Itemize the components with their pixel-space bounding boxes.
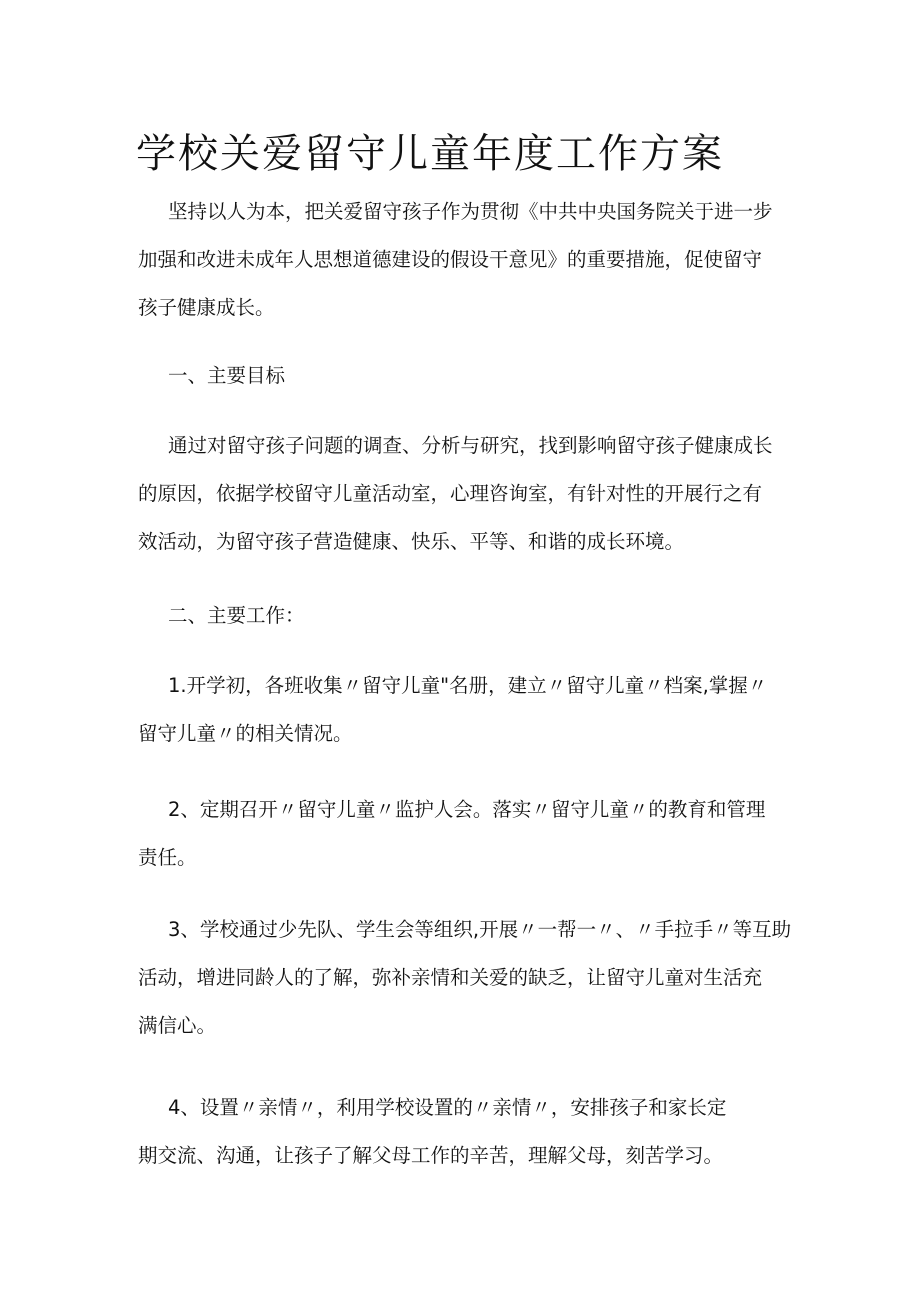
text-line: 效活动，为留守孩子营造健康、快乐、平等、和谐的成长环境。 bbox=[138, 530, 685, 553]
goals-paragraph bbox=[138, 422, 788, 566]
text-line: 4、设置〃亲情〃，利用学校设置的〃亲情〃，安排孩子和家长定 bbox=[168, 1096, 727, 1119]
text-line: 坚持以人为本，把关爱留守孩子作为贯彻《中共中央国务院关于进一步 bbox=[168, 200, 773, 223]
work-item-4 bbox=[138, 1084, 788, 1180]
text-line: 3、学校通过少先队、学生会等组织,开展〃一帮一〃、〃手拉手〃等互助 bbox=[168, 918, 792, 941]
heading-text: 二、主要工作： bbox=[168, 604, 305, 627]
text-line: 的原因，依据学校留守儿童活动室，心理咨询室，有针对性的开展行之有 bbox=[138, 482, 763, 505]
text-line: 通过对留守孩子问题的调查、分析与研究，找到影响留守孩子健康成长 bbox=[168, 434, 773, 457]
text-line: 活动，增进同龄人的了解，弥补亲情和关爱的缺乏，让留守儿童对生活充 bbox=[138, 966, 763, 989]
section-heading-goals bbox=[138, 352, 788, 400]
work-item-1 bbox=[138, 662, 788, 758]
heading-text: 一、主要目标 bbox=[168, 364, 286, 387]
text-line: 留守儿童〃的相关情况。 bbox=[138, 722, 353, 745]
text-line: 孩子健康成长。 bbox=[138, 296, 275, 319]
section-heading-work bbox=[138, 592, 788, 640]
work-item-3 bbox=[138, 906, 792, 1050]
text-line: 满信心。 bbox=[138, 1014, 217, 1037]
text-line: 期交流、沟通，让孩子了解父母工作的辛苦，理解父母，刻苦学习。 bbox=[138, 1144, 724, 1167]
text-line: 加强和改进未成年人思想道德建设的假设干意见》的重要措施，促使留守 bbox=[138, 248, 763, 271]
work-item-2 bbox=[138, 786, 788, 882]
text-line: 1.开学初，各班收集〃留守儿童"名册，建立〃留守儿童〃档案,掌握〃 bbox=[168, 674, 768, 697]
document-title: 学校关爱留守儿童年度工作方案 bbox=[136, 131, 724, 177]
intro-paragraph bbox=[138, 188, 788, 332]
text-line: 2、定期召开〃留守儿童〃监护人会。落实〃留守儿童〃的教育和管理 bbox=[168, 798, 766, 821]
text-line: 责任。 bbox=[138, 846, 197, 869]
